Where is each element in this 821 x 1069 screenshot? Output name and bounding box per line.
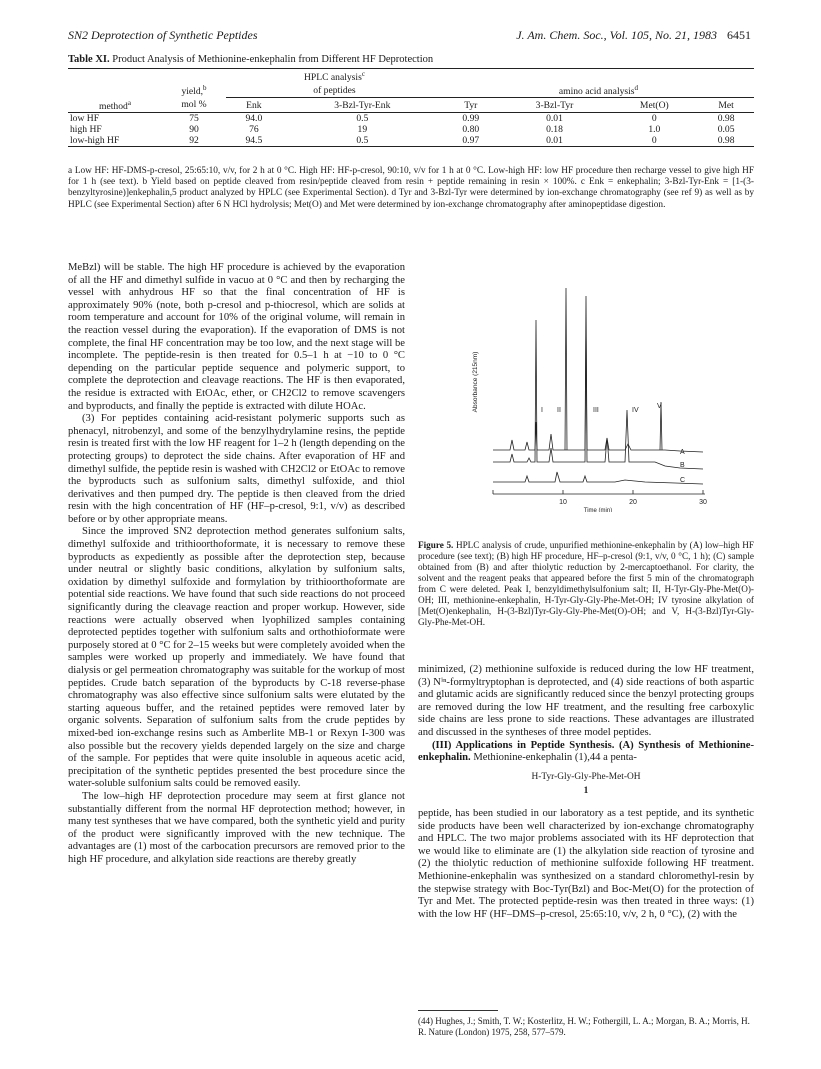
journal-name: J. Am. Chem. Soc., Vol. 105, No. 21, 1983 [516,28,717,42]
paragraph: peptide, has been studied in our laboratory as a test peptide, and its synthetic side products have been well characterized by ion-exchange chromatography and HPLC. The two major problems associated with its HF deprotection that we would like to eliminate are (1) the alkylation side reaction of tyrosine and (2) the thiolytic reduction of methionine sulfoxide following HF treatment. Methionine-enkephalin was synthesized on a standard chloromethyl-resin by the stepwise strategy with Boc-Tyr(Bzl) and Boc-Met(O) for the protection of Tyr and Met. The protected peptide-resin was then treated in three ways: (1) with the low HF (HF–DMS–p-cresol, 25:65:10, v/v, 2 h, 0 °C), (2) with the [418,808,754,920]
hplc-subheader: of peptides [226,83,443,98]
tyr-header: Tyr [443,98,499,113]
met-cell: 0.98 [717,113,735,125]
figure-label: Figure 5. [418,540,454,550]
yield-header: yield,$^b$ [181,84,207,98]
yield-cell: 75 [189,113,199,125]
meto-cell: 0 [651,113,657,125]
bzlenk-header: 3-Bzl-Tyr-Enk [282,98,443,113]
aa-group-header: amino acid analysis$^d$ [443,83,754,98]
table-row [68,124,754,135]
enk-cell: 94.0 [245,113,263,125]
section-text: Methionine-enkephalin (1),44 a penta- [473,752,637,764]
trace-a [493,296,703,452]
hplc-group-header: HPLC analysis$^c$ [226,69,443,84]
method-cell: low HF [70,113,100,125]
bzltyr-header: 3-Bzl-Tyr [499,98,611,113]
peptide-formula: H-Tyr-Gly-Gly-Phe-Met-OH [531,772,641,782]
table-footnote: a Low HF: HF-DMS-p-cresol, 25:65:10, v/v, for 2 h at 0 °C. High HF: HF-p-cresol, 90:10, v/v for 1 h at 0 °C. Low-high HF: low HF procedure then recharge vessel to give high HF for 1 h (see text). b Yield based on peptide cleaved from resin/peptide cleaved from resin + peptide remaining in resin × 100%. c Enk = enkephalin; 3-Bzl-Tyr-Enk = [1-(3-benzyltyrosine)]enkephalin,5 product analyzed by HPLC (see Experimental Section). d Tyr and 3-Bzl-Tyr were determined by ion-exchange chromatography (see ref 9) as well as by HPLC (see Experimental Section) after 6 N HCl hydrolysis; Met(O) and Met were determined by ion-exchange chromatography after aminopeptidase digestion. [68,166,754,210]
tyr-cell: 0.97 [443,135,499,147]
table-label: Table XI. [68,54,110,65]
y-axis-label: Absorbance (215nm) [472,351,479,413]
table-caption [68,54,433,65]
method-header: method$^a$ [68,98,162,113]
trace-label-a: A [680,449,685,456]
peak-label-i: I [541,407,543,414]
x-tick-label: 20 [629,499,637,506]
figure-5-chromatogram [465,262,723,512]
peak-label-iii: III [593,407,599,414]
meto-cell: 1.0 [648,124,661,136]
section-paragraph [418,740,754,765]
section-heading: (III) Applications in Peptide Synthesis. (A) Synthesis of Methionine-enkephalin. [418,739,754,764]
reference-divider [418,1010,498,1011]
met-header: Met [698,98,754,113]
met-cell: 0.98 [698,135,754,147]
enk-cell: 76 [249,124,259,136]
x-tick-label: 10 [559,499,567,506]
table-title: Product Analysis of Methionine-enkephalin from Different HF Deprotection [112,54,434,65]
x-axis-label: Time (min) [583,508,613,512]
trace-label-c: C [680,477,686,484]
figure-caption [418,540,754,628]
paragraph: Since the improved SN2 deprotection method generates sulfonium salts, dimethyl sulfoxide and trithioorthoformate, it is necessary to remove these byproducts as expediently as possible after the deprotection step, because under neutral or slightly basic conditions, alkylation by sulfonium salts, oxidation by dimethyl sulfoxide and formylation by trithioorthoformate are potential side reactions. We have found that such side reactions do not proceed significantly during the cleavage reaction and proper workup. However, side reactions were actually observed when lyophilized samples containing deprotected peptides together with sulfonium salts and orthothioformate were purposely stored at 0 °C for 2–15 weeks but were completely avoided when the samples were worked up properly and immediately. We have found that dialysis or gel permeation chromatography was suitable for the workup of most peptides. Crude batch separation of the byproducts by C-18 reverse-phase chromatography was also effective since sulfonium salts were elutated by the starting aqueous buffer, and the retained peptides were removed later by organic solvents. Separation of sulfonium salts from the crude peptides by mixed-bed ion-exchange resins such as Amberlite MB-1 or Rexyn I-300 was also possible but the recovery yields depended largely on the size and charge of the sample. For peptides that were quite insoluble in aqueous acetic acid, precipitation of the synthetic peptides presented the best procedure since the water-soluble sulfonium salts could be removed easily. [68,526,405,790]
trace-b [493,320,703,469]
paragraph: MeBzl) will be stable. The high HF procedure is achieved by the evaporation of all the HF and dimethyl sulfide in vacuo at 0 °C and then by recharging the vessel with anhydrous HF so that the final concentration of HF is approximately 90% (note, both p-cresol and p-thiocresol, which are solids at room temperature and account for 10% of the original volume, will remain in the reaction vessel during the evaporation). If the evaporation of DMS is not complete, the final HF concentration may be too low, and the next stage will be incomplete. The peptide-resin is then treated for 0.5–1 h at −10 to 0 °C depending on the particular peptide sequence and polymeric support, to complete the deprotection and cleavage reactions. The HF is then evaporated, the residue is extracted with EtOAc, ether, or CH2Cl2 to remove scavengers and byproducts, and finally the peptide is extracted with dilute HOAc. [68,262,405,412]
yield-unit-header: mol % [162,98,226,113]
body-column-right-continued [418,808,754,921]
table-header-row-2 [68,83,754,98]
enk-cell: 94.5 [226,135,282,147]
peak-label-iv: IV [632,407,639,414]
bzlenk-cell: 19 [357,124,368,136]
body-column-left [68,262,405,867]
bzltyr-cell: 0.18 [546,124,563,136]
table-header-row-3 [68,98,754,113]
peak-label-v: V [657,403,662,410]
yield-cell: 92 [162,135,226,147]
bzlenk-cell: 0.5 [282,135,443,147]
bzltyr-cell: 0.01 [546,113,563,125]
tyr-cell: 0.99 [462,113,480,125]
bzlenk-cell: 0.5 [356,113,369,125]
method-cell: high HF [70,124,102,136]
paragraph: minimized, (2) methionine sulfoxide is reduced during the low HF treatment, (3) Nⁱⁿ-formyltryptophan is deprotected, and (4) side reactions of both aspartic and glutamic acids are significantly reduced since the benzyl protecting groups are removed during the low HF treatment, and the resulting free carboxylic side chains are less prone to side reactions. These advantages are illustrated and discussed in the syntheses of three model peptides. [418,664,754,738]
journal-citation [516,28,751,43]
peak-label-ii: II [557,407,561,414]
figure-caption-text: HPLC analysis of crude, unpurified methionine-enkephalin by (A) low–high HF procedure (see text); (B) high HF procedure, HF–p-cresol (9:1, v/v, 0 °C, 1 h); (C) sample obtained from (B) and after thiolytic reduction by 2-mercaptoethanol. For clarity, the solvent and the reagent peaks that appeared before the first 5 min of the chromatograph from C were deleted. Peak I, benzyldimethylsulfonium salt; II, H-Tyr-Gly-Phe-Met(O)-OH; III, methionine-enkephalin, H-Tyr-Gly-Gly-Phe-Met-OH; IV tyrosine alkylation of [Met(O)enkephalin, H-(3-Bzl)Tyr-Gly-Gly-Phe-Met(O)-OH; and V, H-(3-Bzl)Tyr-Gly-Gly-Phe-Met-OH. [418,540,755,627]
table-row [68,113,754,125]
yield-cell: 90 [189,124,199,136]
met-cell: 0.05 [717,124,735,136]
enk-header: Enk [226,98,282,113]
table-header-row-1 [68,69,754,84]
meto-header: Met(O) [610,98,698,113]
table-row [68,135,754,147]
tyr-cell: 0.80 [462,124,480,136]
page-number: 6451 [727,28,751,42]
body-column-right [418,664,754,765]
main-peak-line [565,288,567,450]
bzltyr-cell: 0.01 [499,135,611,147]
trace-c [493,472,703,484]
running-title: SN2 Deprotection of Synthetic Peptides [68,28,258,42]
trace-label-b: B [680,462,685,469]
paragraph: (3) For peptides containing acid-resistant polymeric supports such as phenacyl, nitrobenzyl, and some of the benzylhydrylamine resins, the peptide resin is treated first with the low HF reagent for 1–2 h (length depending on the protecting groups) to deprotect the side chains. After evaporation of HF and dimethyl sulfide, the peptide resin is washed with CH2Cl2 or EtOAc to remove the byproducts such as sulfonium salts, dimethyl sulfoxide, and thiol derivatives and then pumped dry. The peptide is then cleaved from the dried resin with the high concentration of HF (HF–p-cresol, 9:1, v/v) as described before or by other appropriate means. [68,413,405,525]
formula-number: 1 [583,786,589,796]
product-analysis-table [68,68,754,147]
meto-cell: 0 [610,135,698,147]
method-cell: low-high HF [68,135,162,147]
paragraph: The low–high HF deprotection procedure may seem at first glance not substantially different from the normal HF deprotection method; however, in many test syntheses that we have compared, both the synthetic yield and purity of the product were significantly improved with the new technique. The advantages are (1) most of the carbocation precursors are removed prior to the high HF procedure, and alkylation side reactions are thereby greatly [68,790,405,865]
x-tick-label: 30 [699,499,707,506]
reference-44: (44) Hughes, J.; Smith, T. W.; Kosterlitz, H. W.; Fothergill, L. A.; Morgan, B. A.; Morris, H. R. Nature (London) 1975, 258, 577–579. [418,1016,750,1037]
